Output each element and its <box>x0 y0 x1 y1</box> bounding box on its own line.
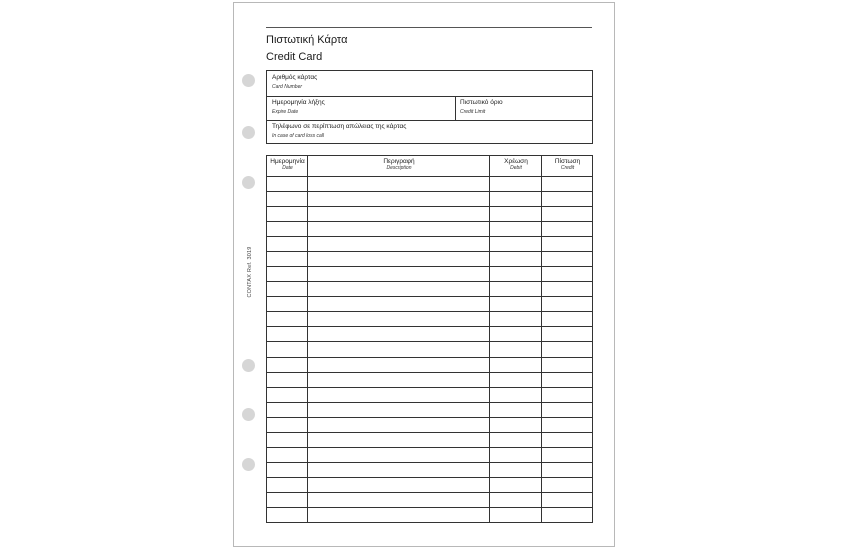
credit-limit-field[interactable] <box>455 96 592 120</box>
transaction-ledger <box>266 155 593 523</box>
ledger-row-line <box>267 251 592 252</box>
loss-phone-sublabel: In case of card loss call <box>272 133 324 139</box>
expire-date-field[interactable] <box>267 96 456 120</box>
credit-limit-sublabel: Credit Limit <box>460 109 486 115</box>
expire-date-sublabel: Expire Date <box>272 109 299 115</box>
punch-hole <box>242 126 255 139</box>
column-header-description <box>308 156 490 176</box>
punch-hole <box>242 74 255 87</box>
loss-phone-label: Τηλέφωνο σε περίπτωση απώλειας της κάρτας <box>272 123 407 130</box>
ledger-row-line <box>267 432 592 433</box>
ledger-row-line <box>267 492 592 493</box>
punch-hole <box>242 408 255 421</box>
credit-limit-label: Πιστωτικό όριο <box>460 99 503 106</box>
ledger-row-line <box>267 477 592 478</box>
column-header-label: Περιγραφή <box>383 158 415 165</box>
column-header-credit <box>542 156 593 176</box>
expire-limit-row <box>267 96 592 121</box>
ledger-row-line <box>267 372 592 373</box>
punch-hole <box>242 458 255 471</box>
column-divider <box>541 156 542 522</box>
expire-date-label: Ημερομηνία λήξης <box>272 99 325 106</box>
card-number-field[interactable] <box>267 71 592 97</box>
ledger-row-line <box>267 296 592 297</box>
ledger-row-line <box>267 206 592 207</box>
column-header-label: Πίστωση <box>554 158 581 165</box>
ledger-row-line <box>267 236 592 237</box>
column-divider <box>307 156 308 522</box>
column-header-label: Ημερομηνία <box>270 158 305 165</box>
punch-hole <box>242 176 255 189</box>
ledger-row-line <box>267 402 592 403</box>
ledger-row-line <box>267 507 592 508</box>
header-divider <box>267 176 592 177</box>
card-info-box <box>266 70 593 144</box>
column-header-label: Χρέωση <box>504 158 528 165</box>
card-number-sublabel: Card Number <box>272 84 303 90</box>
column-header-sublabel: Debit <box>510 165 522 171</box>
column-header-debit <box>490 156 542 176</box>
ledger-row-line <box>267 221 592 222</box>
ledger-row-line <box>267 266 592 267</box>
ledger-row-line <box>267 462 592 463</box>
column-header-sublabel: Credit <box>560 165 575 171</box>
ledger-row-line <box>267 387 592 388</box>
page-title-english: Credit Card <box>266 51 323 63</box>
ledger-row-line <box>267 357 592 358</box>
ledger-row-line <box>267 281 592 282</box>
ledger-row-line <box>267 311 592 312</box>
ledger-row-line <box>267 417 592 418</box>
header-rule <box>266 27 592 28</box>
column-header-sublabel: Date <box>282 165 293 171</box>
ledger-row-line <box>267 326 592 327</box>
ledger-row-line <box>267 341 592 342</box>
reference-code: CONTAX Ref. 3019 <box>247 246 253 298</box>
column-divider <box>489 156 490 522</box>
card-number-label: Αριθμός κάρτας <box>272 74 318 81</box>
column-header-date <box>267 156 308 176</box>
ledger-row-line <box>267 191 592 192</box>
ledger-row-line <box>267 447 592 448</box>
punch-hole <box>242 359 255 372</box>
column-header-sublabel: Description <box>386 165 412 171</box>
page-title-greek: Πιστωτική Κάρτα <box>266 34 348 46</box>
loss-phone-field[interactable] <box>267 120 592 144</box>
